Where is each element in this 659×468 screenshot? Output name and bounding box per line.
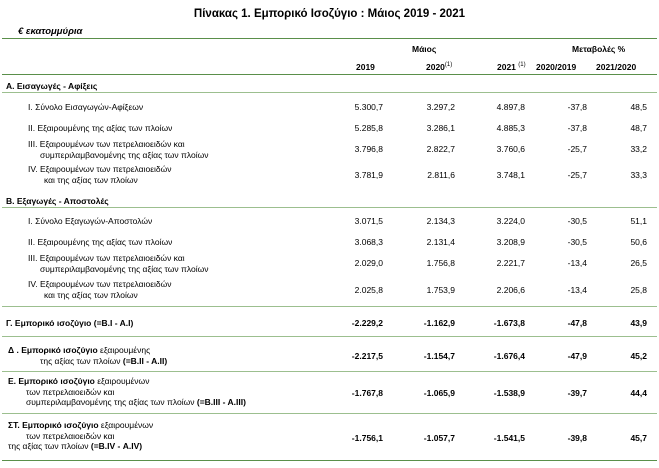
cell-2021: 2.206,6 <box>496 285 525 295</box>
cell-2020: 3.286,1 <box>426 123 455 133</box>
cell-2021: -1.538,9 <box>493 388 525 398</box>
header-col-change-2021-2020: 2021/2020 <box>596 62 637 72</box>
cell-2019: -2.229,2 <box>351 318 383 328</box>
section-exports-rule <box>2 207 657 208</box>
header-col-2020: 2020$^{(1)}$ <box>426 62 453 72</box>
cell-change-1: -13,4 <box>567 285 587 295</box>
divider-rule <box>2 336 657 337</box>
cell-change-2: 48,5 <box>630 102 647 112</box>
row-label: Δ . Εμπορικό ισοζύγιο εξαιρουμένης της αξίας των πλοίων (=Β.ΙΙ - Α.ΙΙ) <box>8 345 168 366</box>
cell-change-1: -37,8 <box>567 102 587 112</box>
cell-change-2: 45,7 <box>630 433 647 443</box>
row-label: ΙΙ. Εξαιρουμένης της αξίας των πλοίων <box>28 237 173 247</box>
row-label: ΙΙ. Εξαιρουμένης της αξίας των πλοίων <box>28 123 173 133</box>
table-title: Πίνακας 1. Εμπορικό Ισοζύγιο : Μάιος 2019 - 2021 <box>193 8 466 20</box>
section-exports-title: Β. Εξαγωγές - Αποστολές <box>6 196 109 206</box>
cell-2019: 3.071,5 <box>354 216 383 226</box>
row-label: Ε. Εμπορικό ισοζύγιο εξαιρουμένων των πετρελαιοειδών και συμπεριλαμβανομένης της αξίας των πλοίων (=Β.ΙΙΙ - Α.ΙΙΙ) <box>8 376 246 407</box>
header-group-month: Μάιος <box>412 44 437 54</box>
row-label: ΣΤ. Εμπορικό ισοζύγιο εξαιρουμένων των πετρελαιοειδών και της αξίας των πλοίων (=Β.IV - Α.IV) <box>8 420 154 451</box>
cell-change-1: -37,8 <box>567 123 587 133</box>
divider-rule <box>2 306 657 307</box>
row-label: ΙΙΙ. Εξαιρουμένων των πετρελαιοειδών και συμπεριλαμβανομένης της αξίας των πλοίων <box>28 253 209 274</box>
row-label: Γ. Εμπορικό ισοζύγιο (=Β.Ι - Α.Ι) <box>6 318 134 328</box>
cell-2020: 2.811,6 <box>427 170 455 180</box>
cell-change-2: 33,3 <box>630 170 647 180</box>
row-label: Ι. Σύνολο Εξαγωγών-Αποστολών <box>28 216 153 226</box>
cell-change-2: 43,9 <box>630 318 647 328</box>
table-bottom-rule <box>2 460 657 461</box>
cell-2021: 4.897,8 <box>496 102 525 112</box>
cell-2020: 2.134,3 <box>426 216 455 226</box>
cell-change-1: -25,7 <box>567 144 587 154</box>
cell-2020: -1.057,7 <box>423 433 455 443</box>
cell-2021: 3.224,0 <box>496 216 525 226</box>
cell-change-1: -39,7 <box>567 388 587 398</box>
cell-2021: 3.760,6 <box>496 144 525 154</box>
cell-2019: -1.756,1 <box>351 433 383 443</box>
cell-2019: 3.796,8 <box>354 144 383 154</box>
cell-2019: 2.029,0 <box>354 258 383 268</box>
cell-2020: -1.162,9 <box>423 318 455 328</box>
cell-2021: 3.748,1 <box>496 170 525 180</box>
cell-change-2: 25,8 <box>630 285 647 295</box>
cell-2021: -1.673,8 <box>493 318 525 328</box>
header-bottom-rule <box>2 74 657 75</box>
header-group-change: Μεταβολές % <box>572 44 626 54</box>
cell-2020: 1.756,8 <box>426 258 455 268</box>
cell-change-1: -13,4 <box>567 258 587 268</box>
cell-2020: 3.297,2 <box>426 102 455 112</box>
cell-2021: 4.885,3 <box>496 123 525 133</box>
section-imports-title: Α. Εισαγωγές - Αφίξεις <box>6 81 98 91</box>
header-col-change-2020-2019: 2020/2019 <box>536 62 577 72</box>
cell-change-2: 26,5 <box>630 258 647 268</box>
cell-2020: -1.065,9 <box>423 388 455 398</box>
section-imports-rule <box>2 92 657 93</box>
cell-change-2: 33,2 <box>630 144 647 154</box>
cell-change-1: -47,9 <box>567 351 587 361</box>
cell-2020: 2.822,7 <box>426 144 455 154</box>
cell-change-1: -30,5 <box>567 237 587 247</box>
divider-rule <box>2 371 657 372</box>
cell-2019: -1.767,8 <box>351 388 383 398</box>
cell-2020: 2.131,4 <box>426 237 455 247</box>
row-label: IV. Εξαιρουμένων των πετρελαιοειδών και της αξίας των πλοίων <box>28 164 172 185</box>
cell-2021: 2.221,7 <box>496 258 525 268</box>
cell-2019: -2.217,5 <box>351 351 383 361</box>
cell-2021: -1.676,4 <box>493 351 525 361</box>
cell-change-2: 45,2 <box>630 351 647 361</box>
row-label: Ι. Σύνολο Εισαγωγών-Αφίξεων <box>28 102 144 112</box>
cell-change-1: -47,8 <box>567 318 587 328</box>
cell-change-2: 48,7 <box>630 123 647 133</box>
cell-2020: -1.154,7 <box>423 351 455 361</box>
unit-label: € εκατομμύρια <box>18 26 83 37</box>
header-col-2019: 2019 <box>356 62 375 72</box>
cell-2019: 2.025,8 <box>354 285 383 295</box>
cell-2019: 5.285,8 <box>354 123 383 133</box>
divider-rule <box>2 413 657 414</box>
cell-change-2: 50,6 <box>630 237 647 247</box>
cell-2019: 5.300,7 <box>354 102 383 112</box>
row-label: IV. Εξαιρουμένων των πετρελαιοειδών και της αξίας των πλοίων <box>28 279 172 300</box>
cell-2019: 3.781,9 <box>354 170 383 180</box>
cell-2019: 3.068,3 <box>354 237 383 247</box>
row-label: ΙΙΙ. Εξαιρουμένων των πετρελαιοειδών και συμπεριλαμβανομένης της αξίας των πλοίων <box>28 139 209 160</box>
cell-2021: 3.208,9 <box>496 237 525 247</box>
cell-2020: 1.753,9 <box>426 285 455 295</box>
cell-2021: -1.541,5 <box>493 433 525 443</box>
cell-change-2: 51,1 <box>630 216 647 226</box>
cell-change-2: 44,4 <box>630 388 647 398</box>
cell-change-1: -39,8 <box>567 433 587 443</box>
cell-change-1: -25,7 <box>567 170 587 180</box>
cell-change-1: -30,5 <box>567 216 587 226</box>
header-col-2021: 2021 $^{(1)}$ <box>497 62 526 72</box>
header-top-rule <box>2 38 657 39</box>
